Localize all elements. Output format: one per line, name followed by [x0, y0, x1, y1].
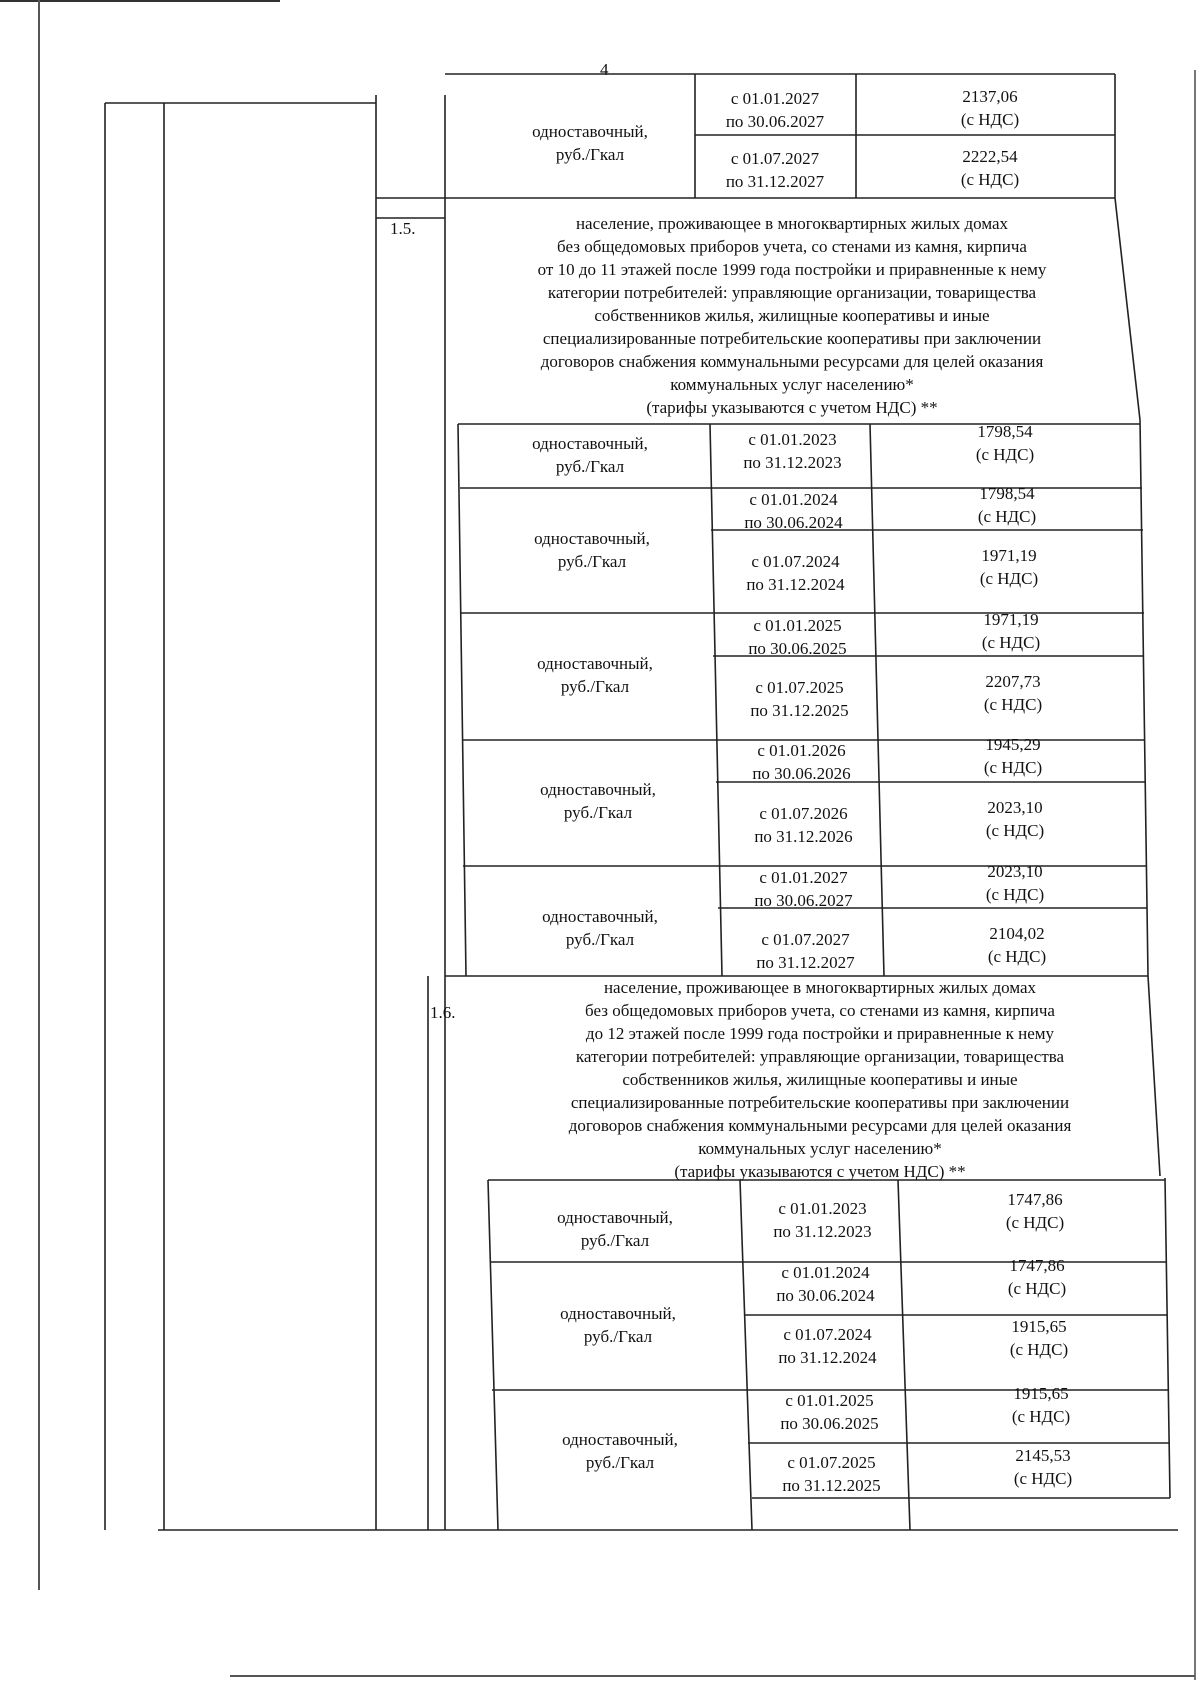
period-cell: с 01.01.2024 по 30.06.2024 [776, 1263, 875, 1305]
tariff-value-cell: 2023,10 (с НДС) [985, 862, 1045, 904]
tariff-value-cell: 1798,54 (с НДС) [975, 422, 1035, 464]
tariff-value-cell: 1798,54 (с НДС) [977, 484, 1037, 526]
section-description: население, проживающее в многоквартирных жилых домах без общедомовых приборов учета, со стенами из камня, кирпича до 12 этажей после 1999 года постройки и приравненные к нему категории потребителей: управляющие организации, товарищества собственников жилья, жилищные кооперативы и иные специализированные потребительские кооперативы при заключении договоров снабжения коммунальными ресурсами для целей оказания коммунальных услуг населению* (тарифы указываются с учетом НДС) ** [568, 978, 1072, 1181]
tariff-type-label: одноставочный, руб./Гкал [537, 654, 653, 696]
period-cell: с 01.07.2027 по 31.12.2027 [725, 149, 825, 191]
page-number: 4 [600, 60, 609, 79]
tariff-value-cell: 2145,53 (с НДС) [1013, 1446, 1073, 1488]
tariff-value-cell: 2104,02 (с НДС) [987, 924, 1047, 966]
period-cell: с 01.01.2027 по 30.06.2027 [725, 89, 825, 131]
period-cell: с 01.01.2026 по 30.06.2026 [752, 741, 851, 783]
tariff-value-cell: 2222,54 (с НДС) [960, 147, 1020, 189]
period-cell: с 01.01.2027 по 30.06.2027 [754, 868, 853, 910]
period-cell: с 01.01.2023 по 31.12.2023 [743, 430, 842, 472]
tariff-value-cell: 1971,19 (с НДС) [979, 546, 1039, 588]
tariff-value-cell: 1915,65 (с НДС) [1009, 1317, 1069, 1359]
tariff-value-cell: 2023,10 (с НДС) [985, 798, 1045, 840]
tariff-type-label: одноставочный, руб./Гкал [557, 1208, 673, 1250]
period-cell: с 01.07.2027 по 31.12.2027 [756, 930, 855, 972]
period-cell: с 01.07.2024 по 31.12.2024 [778, 1325, 877, 1367]
tariff-type-label: одноставочный, руб./Гкал [532, 122, 648, 164]
tariff-value-cell: 1945,29 (с НДС) [983, 735, 1043, 777]
tariff-value-cell: 1747,86 (с НДС) [1007, 1256, 1067, 1298]
tariff-type-label: одноставочный, руб./Гкал [542, 907, 658, 949]
tariff-type-label: одноставочный, руб./Гкал [540, 780, 656, 822]
tariff-type-label: одноставочный, руб./Гкал [534, 529, 650, 571]
tariff-value-cell: 2137,06 (с НДС) [960, 87, 1020, 129]
section-number: 1.5. [390, 219, 416, 238]
tariff-value-cell: 1971,19 (с НДС) [981, 610, 1041, 652]
period-cell: с 01.07.2025 по 31.12.2025 [782, 1453, 881, 1495]
section-description: население, проживающее в многоквартирных жилых домах без общедомовых приборов учета, со стенами из камня, кирпича от 10 до 11 этажей после 1999 года постройки и приравненные к нему категории потребителей: управляющие организации, товарищества собственников жилья, жилищные кооперативы и иные специализированные потребительские кооперативы при заключении договоров снабжения коммунальными ресурсами для целей оказания коммунальных услуг населению* (тарифы указываются с учетом НДС) ** [537, 214, 1047, 417]
tariff-value-cell: 1747,86 (с НДС) [1005, 1190, 1065, 1232]
section-number: 1.6. [430, 1003, 456, 1022]
tariff-value-cell: 2207,73 (с НДС) [983, 672, 1043, 714]
tariff-type-label: одноставочный, руб./Гкал [532, 434, 648, 476]
period-cell: с 01.07.2026 по 31.12.2026 [754, 804, 853, 846]
period-cell: с 01.01.2024 по 30.06.2024 [744, 490, 843, 532]
tariff-type-label: одноставочный, руб./Гкал [560, 1304, 676, 1346]
period-cell: с 01.07.2024 по 31.12.2024 [746, 552, 845, 594]
tariff-type-label: одноставочный, руб./Гкал [562, 1430, 678, 1472]
tariff-value-cell: 1915,65 (с НДС) [1011, 1384, 1071, 1426]
period-cell: с 01.01.2023 по 31.12.2023 [773, 1199, 872, 1241]
period-cell: с 01.07.2025 по 31.12.2025 [750, 678, 849, 720]
period-cell: с 01.01.2025 по 30.06.2025 [748, 616, 847, 658]
period-cell: с 01.01.2025 по 30.06.2025 [780, 1391, 879, 1433]
